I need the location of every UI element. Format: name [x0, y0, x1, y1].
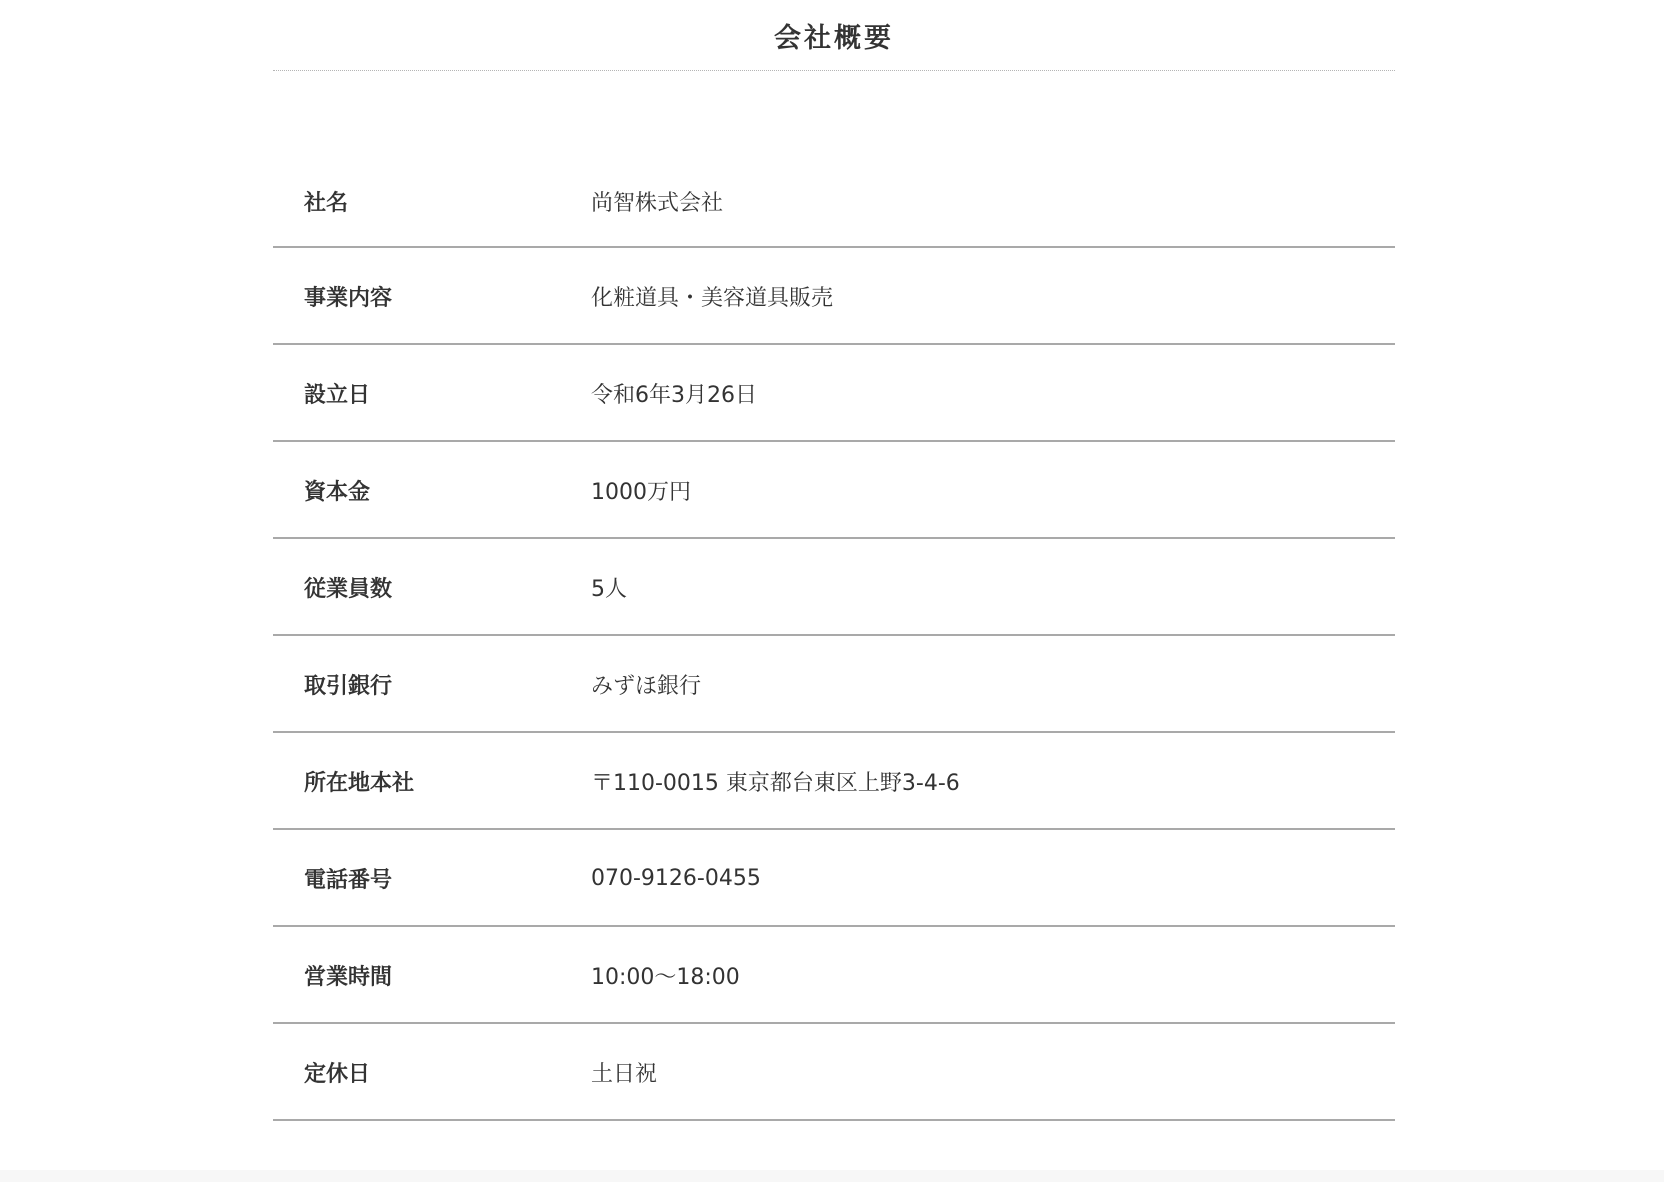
info-value: 1000万円 — [591, 480, 691, 505]
info-value: 070-9126-0455 — [591, 866, 761, 891]
info-row-employees — [273, 541, 1395, 636]
info-label: 社名 — [304, 191, 349, 216]
info-value: 尚智株式会社 — [591, 191, 724, 216]
info-label: 取引銀行 — [304, 674, 393, 699]
info-row-holidays — [273, 1026, 1395, 1121]
info-row-capital — [273, 444, 1395, 539]
info-row-established — [273, 347, 1395, 442]
info-value: 化粧道具・美容道具販売 — [591, 286, 834, 311]
info-label: 従業員数 — [304, 577, 393, 602]
info-row-business — [273, 250, 1395, 345]
info-label: 定休日 — [304, 1062, 371, 1087]
info-value: 10:00〜18:00 — [591, 965, 740, 990]
footer-strip — [0, 1170, 1664, 1182]
info-value: 土日祝 — [591, 1062, 658, 1087]
info-row-address — [273, 735, 1395, 830]
info-label: 電話番号 — [304, 868, 393, 893]
info-row-bank — [273, 638, 1395, 733]
info-value: みずほ銀行 — [591, 674, 702, 699]
page-title: 会社概要 — [273, 0, 1395, 71]
info-row-phone — [273, 832, 1395, 927]
info-value: 令和6年3月26日 — [591, 383, 757, 408]
company-overview-section — [273, 0, 1395, 1123]
info-label: 所在地本社 — [304, 771, 415, 796]
info-row-hours — [273, 929, 1395, 1024]
info-label: 資本金 — [304, 480, 371, 505]
info-label: 営業時間 — [304, 965, 393, 990]
info-value: 5人 — [591, 577, 627, 602]
info-label: 設立日 — [304, 383, 371, 408]
info-value: 〒110-0015 東京都台東区上野3-4-6 — [591, 771, 960, 796]
info-row-company-name — [273, 170, 1395, 248]
info-label: 事業内容 — [304, 286, 393, 311]
company-info-table — [273, 170, 1395, 1121]
